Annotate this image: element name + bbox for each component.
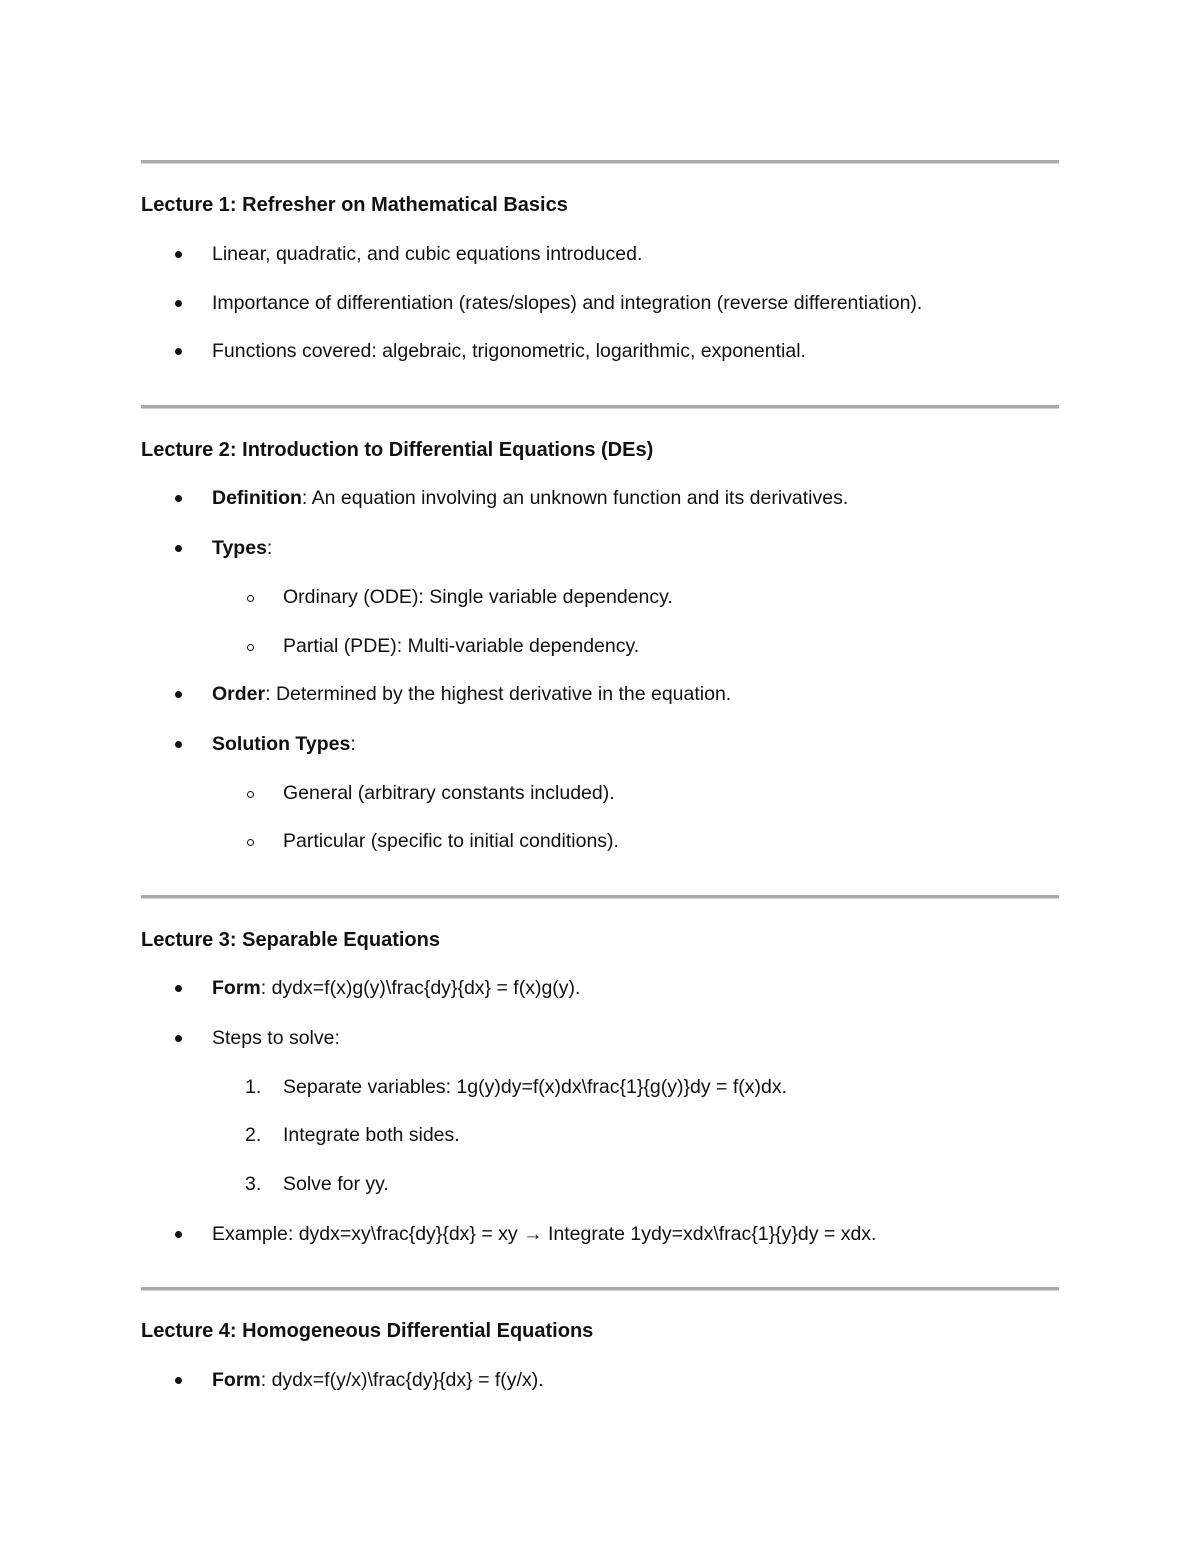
lecture-3-steps: Steps to solve:	[212, 1026, 340, 1050]
circle-bullet-icon	[247, 791, 254, 798]
step-number: 3.	[245, 1173, 262, 1195]
lecture-2-heading: Lecture 2: Introduction to Differential Equations (DEs)	[141, 439, 654, 461]
section-divider-3	[141, 895, 1059, 899]
bullet-icon	[175, 1035, 182, 1042]
lecture-2-types-sub-2: Partial (PDE): Multi-variable dependency.	[283, 634, 639, 658]
step-number: 2.	[245, 1124, 262, 1146]
lecture-4-form: Form: dydx=f(y/x)\frac{dy}{dx} = f(y/x).	[212, 1368, 544, 1392]
lecture-1-heading: Lecture 1: Refresher on Mathematical Basics	[141, 194, 568, 216]
lecture-2-order: Order: Determined by the highest derivative in the equation.	[212, 682, 731, 706]
circle-bullet-icon	[247, 595, 254, 602]
term-label: Form	[212, 977, 261, 999]
bullet-icon	[175, 545, 182, 552]
bullet-icon	[175, 1231, 182, 1238]
bullet-icon	[175, 251, 182, 258]
lecture-1-item-1: Linear, quadratic, and cubic equations introduced.	[212, 242, 642, 266]
bullet-icon	[175, 495, 182, 502]
bullet-icon	[175, 1377, 182, 1384]
lecture-3-step-3: 3. Solve for yy.	[245, 1173, 389, 1195]
lecture-4-heading: Lecture 4: Homogeneous Differential Equations	[141, 1320, 594, 1342]
term-label: Form	[212, 1369, 261, 1391]
lecture-2-definition: Definition: An equation involving an unknown function and its derivatives.	[212, 486, 848, 510]
term-label: Types	[212, 537, 267, 559]
lecture-2-solution-sub-1: General (arbitrary constants included).	[283, 781, 615, 805]
lecture-3-example: Example: dydx=xy\frac{dy}{dx} = xy → Integrate 1ydy=xdx\frac{1}{y}dy = xdx.	[212, 1222, 876, 1246]
bullet-icon	[175, 985, 182, 992]
section-divider-1	[141, 160, 1059, 164]
lecture-3-step-1: 1. Separate variables: 1g(y)dy=f(x)dx\frac{1}{g(y)}dy = f(x)dx.	[245, 1076, 787, 1098]
term-label: Solution Types	[212, 733, 351, 755]
lecture-2-types-sub-1: Ordinary (ODE): Single variable dependency.	[283, 585, 673, 609]
lecture-1-item-2: Importance of differentiation (rates/slopes) and integration (reverse differentiation).	[212, 291, 922, 315]
lecture-3-step-2: 2. Integrate both sides.	[245, 1124, 460, 1146]
term-label: Definition	[212, 487, 302, 509]
bullet-icon	[175, 691, 182, 698]
lecture-3-form: Form: dydx=f(x)g(y)\frac{dy}{dx} = f(x)g(y).	[212, 976, 580, 1000]
term-label: Order	[212, 683, 266, 705]
lecture-2-solution-types: Solution Types:	[212, 732, 356, 756]
bullet-icon	[175, 300, 182, 307]
lecture-2-solution-sub-2: Particular (specific to initial conditions).	[283, 829, 619, 853]
step-number: 1.	[245, 1076, 262, 1098]
lecture-2-types: Types:	[212, 536, 272, 560]
section-divider-2	[141, 405, 1059, 409]
bullet-icon	[175, 741, 182, 748]
lecture-1-item-3: Functions covered: algebraic, trigonometric, logarithmic, exponential.	[212, 339, 806, 363]
circle-bullet-icon	[247, 839, 254, 846]
bullet-icon	[175, 348, 182, 355]
circle-bullet-icon	[247, 644, 254, 651]
section-divider-4	[141, 1287, 1059, 1291]
lecture-3-heading: Lecture 3: Separable Equations	[141, 929, 440, 951]
